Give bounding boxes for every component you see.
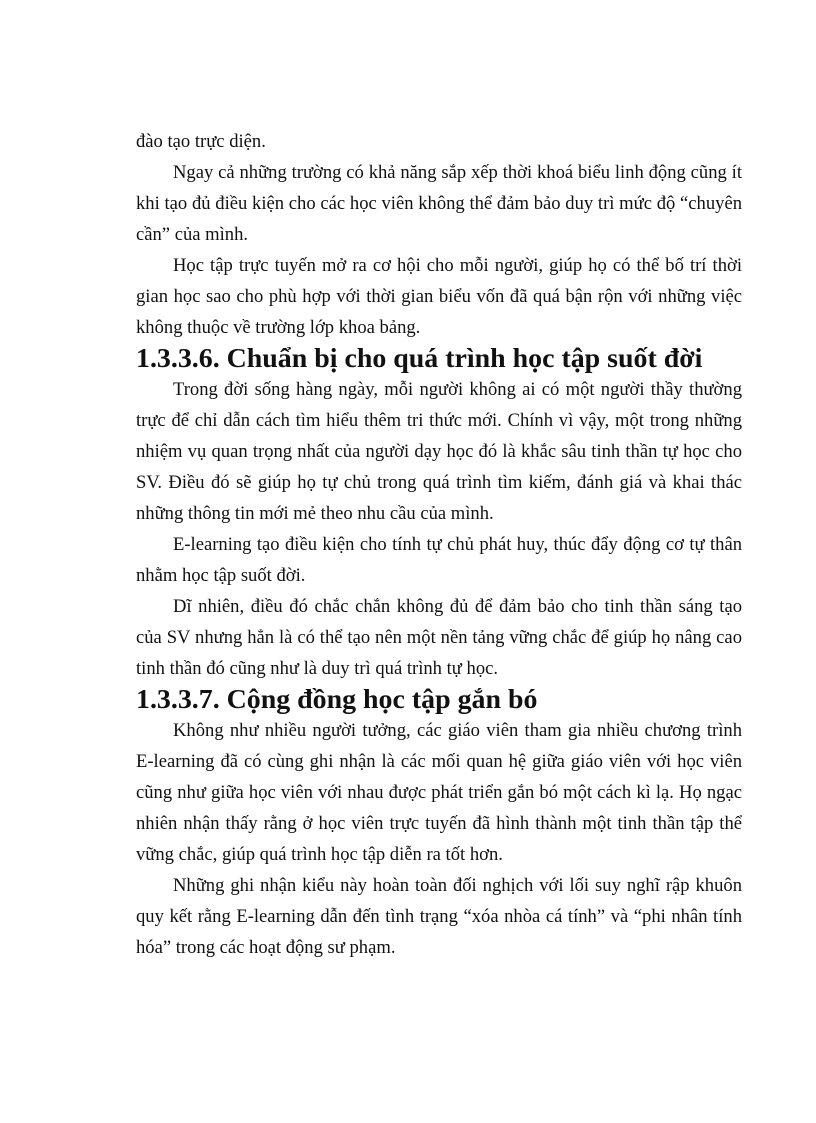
paragraph-creativity: Dĩ nhiên, điều đó chắc chắn không đủ để đảm bảo cho tinh thần sáng tạo của SV nhưng hẳn là có thể tạo nên một nền tảng vững chắc để giúp họ nâng cao tinh thần đó cũng như là duy trì quá trình tự học. — [136, 596, 742, 679]
paragraph-stereotypes: Những ghi nhận kiểu này hoàn toàn đối nghịch với lối suy nghĩ rập khuôn quy kết rằng E-learning dẫn đến tình trạng “xóa nhòa cá tính” và “phi nhân tính hóa” trong các hoạt động sư phạm. — [136, 875, 742, 958]
section-heading-learning-community: 1.3.3.7. Cộng đồng học tập gắn bó — [136, 684, 538, 715]
paragraph-flexible-schedule: Ngay cả những trường có khả năng sắp xếp thời khoá biểu linh động cũng ít khi tạo đủ điều kiện cho các học viên không thể đảm bảo duy trì mức độ “chuyên cần” của mình. — [136, 162, 742, 245]
paragraph-teacher-observations: Không như nhiều người tưởng, các giáo viên tham gia nhiều chương trình E-learning đã có cùng ghi nhận là các mối quan hệ giữa giáo viên với học viên cũng như giữa học viên với nhau được phát triển gắn bó một cách kì lạ. Họ ngạc nhiên nhận thấy rằng ở học viên trực tuyến đã hình thành một tinh thần tập thể vững chắc, giúp quá trình học tập diễn ra tốt hơn. — [136, 720, 742, 865]
section-heading-lifelong-learning: 1.3.3.6. Chuẩn bị cho quá trình học tập suốt đời — [136, 343, 703, 374]
paragraph-online-learning-opportunity: Học tập trực tuyến mở ra cơ hội cho mỗi người, giúp họ có thể bố trí thời gian học sao cho phù hợp với thời gian biểu vốn đã quá bận rộn với những việc không thuộc về trường lớp khoa bảng. — [136, 255, 742, 338]
paragraph-daily-life: Trong đời sống hàng ngày, mỗi người không ai có một người thầy thường trực để chỉ dẫn cách tìm hiểu thêm tri thức mới. Chính vì vậy, một trong những nhiệm vụ quan trọng nhất của người dạy học đó là khắc sâu tinh thần tự học cho SV. Điều đó sẽ giúp họ tự chủ trong quá trình tìm kiếm, đánh giá và khai thác những thông tin mới mẻ theo nhu cầu của mình. — [136, 379, 742, 524]
paragraph-continuation: đào tạo trực diện. — [136, 131, 266, 152]
document-body — [136, 126, 742, 963]
paragraph-elearning-autonomy: E-learning tạo điều kiện cho tính tự chủ phát huy, thúc đẩy động cơ tự thân nhằm học tập suốt đời. — [136, 534, 742, 586]
